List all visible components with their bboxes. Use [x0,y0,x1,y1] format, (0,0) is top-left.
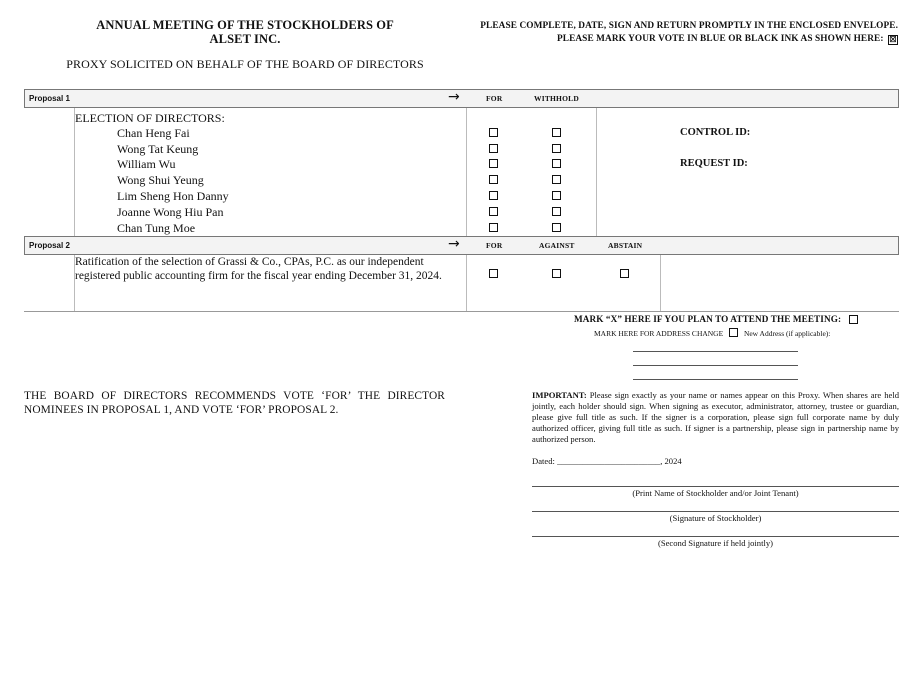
instruction-line-1: PLEASE COMPLETE, DATE, SIGN AND RETURN PROMPTLY IN THE ENCLOSED ENVELOPE. [480,21,898,31]
new-address-label: New Address (if applicable): [743,329,831,338]
nominee-2-withhold-checkbox[interactable] [552,144,561,153]
instructions [480,20,898,46]
nominee-2-for-checkbox[interactable] [489,144,498,153]
print-name-caption: (Print Name of Stockholder and/or Joint Tenant) [632,488,799,498]
signature-line[interactable] [532,511,899,512]
example-mark-icon: ☒ [889,35,897,44]
nominee-5-for-checkbox[interactable] [489,191,498,200]
id-col-guide [596,108,597,236]
nominee-name: William Wu [117,157,176,171]
nominee-5-withhold-checkbox[interactable] [552,191,561,200]
col-for: FOR [486,94,503,103]
proposal-2-for-checkbox[interactable] [489,269,498,278]
col-withhold: WITHHOLD [534,94,579,103]
address-line-3[interactable] [633,379,798,380]
dated-field[interactable] [532,456,682,466]
nominee-3-for-checkbox[interactable] [489,159,498,168]
title-line-1: ANNUAL MEETING OF THE STOCKHOLDERS OF [96,18,394,32]
vote-col-guide-2 [466,254,467,312]
proposal-2-against-checkbox[interactable] [552,269,561,278]
print-name-line[interactable] [532,486,899,487]
address-line-2[interactable] [633,365,798,366]
address-change-checkbox[interactable] [729,328,738,337]
nominee-name: Joanne Wong Hiu Pan [117,205,224,219]
nominee-4-for-checkbox[interactable] [489,175,498,184]
nominee-3-withhold-checkbox[interactable] [552,159,561,168]
dated-label: Dated: [532,456,555,466]
signature-caption: (Signature of Stockholder) [669,513,762,523]
second-signature-caption: (Second Signature if held jointly) [657,538,774,548]
instruction-line-2 [480,33,898,46]
dated-year: , 2024 [660,456,682,466]
address-change-label: MARK HERE FOR ADDRESS CHANGE [594,329,724,338]
vote-col-guide [466,108,467,236]
proposal-1-header [24,89,899,108]
election-heading: ELECTION OF DIRECTORS: [75,111,225,125]
nominee-7-withhold-checkbox[interactable] [552,223,561,232]
attend-meeting [574,314,841,324]
arrow-right-icon: → [448,236,460,252]
instruction-line-2-text: PLEASE MARK YOUR VOTE IN BLUE OR BLACK INK AS SHOWN HERE: [556,34,884,44]
board-recommendation: THE BOARD OF DIRECTORS RECOMMENDS VOTE ‘FOR’ THE DIRECTOR NOMINEES IN PROPOSAL 1, AND VOTE ‘FOR’ PROPOSAL 2. [24,390,445,416]
proposal-1-label: Proposal 1 [29,94,70,103]
nominee-7-for-checkbox[interactable] [489,223,498,232]
left-guide [74,108,75,236]
second-signature-line[interactable] [532,536,899,537]
nominee-6-withhold-checkbox[interactable] [552,207,561,216]
nominee-4-withhold-checkbox[interactable] [552,175,561,184]
important-text: Please sign exactly as your name or names appear on this Proxy. When shares are held jointly, each holder should sign. When signing as executor, administrator, attorney, trustee or guardian, please give full title as such. If the signer is a corporation, please sign full corporate name by duly authorized officer, giving full title as such. If signer is a partnership, please sign in partnership name by authorized person. [532,390,900,444]
nominee-name: Chan Tung Moe [117,221,196,235]
request-id-label: REQUEST ID: [680,158,748,169]
proxy-subtitle: PROXY SOLICITED ON BEHALF OF THE BOARD OF DIRECTORS [66,57,424,71]
nominee-1-withhold-checkbox[interactable] [552,128,561,137]
col-for: FOR [486,241,503,250]
nominee-6-for-checkbox[interactable] [489,207,498,216]
proposal-2-abstain-checkbox[interactable] [620,269,629,278]
nominee-name: Chan Heng Fai [117,126,190,140]
col-abstain: ABSTAIN [608,241,643,250]
meeting-title [60,18,430,46]
attend-meeting-checkbox[interactable] [849,315,858,324]
important-notice [532,390,899,445]
address-change [594,328,830,338]
title-line-2: ALSET INC. [209,32,281,46]
id-col-guide-2 [660,254,661,312]
proposal-2-header [24,236,899,255]
arrow-right-icon: → [448,89,460,105]
important-label: IMPORTANT: [532,390,587,400]
address-line-1[interactable] [633,351,798,352]
attend-label: MARK “X” HERE IF YOU PLAN TO ATTEND THE MEETING: [574,314,842,324]
control-id-label: CONTROL ID: [680,127,751,138]
nominee-name: Lim Sheng Hon Danny [117,189,229,203]
proposal-2-label: Proposal 2 [29,241,70,250]
dated-blank[interactable]: ________________________ [557,456,661,466]
nominee-name: Wong Shui Yeung [117,173,204,187]
section-divider [24,311,899,312]
nominee-name: Wong Tat Keung [117,142,199,156]
nominee-1-for-checkbox[interactable] [489,128,498,137]
proposal-2-text: Ratification of the selection of Grassi & Co., CPAs, P.C. as our independent registered public accounting firm for the fiscal year ending December 31, 2024. [75,256,442,282]
col-against: AGAINST [539,241,575,250]
